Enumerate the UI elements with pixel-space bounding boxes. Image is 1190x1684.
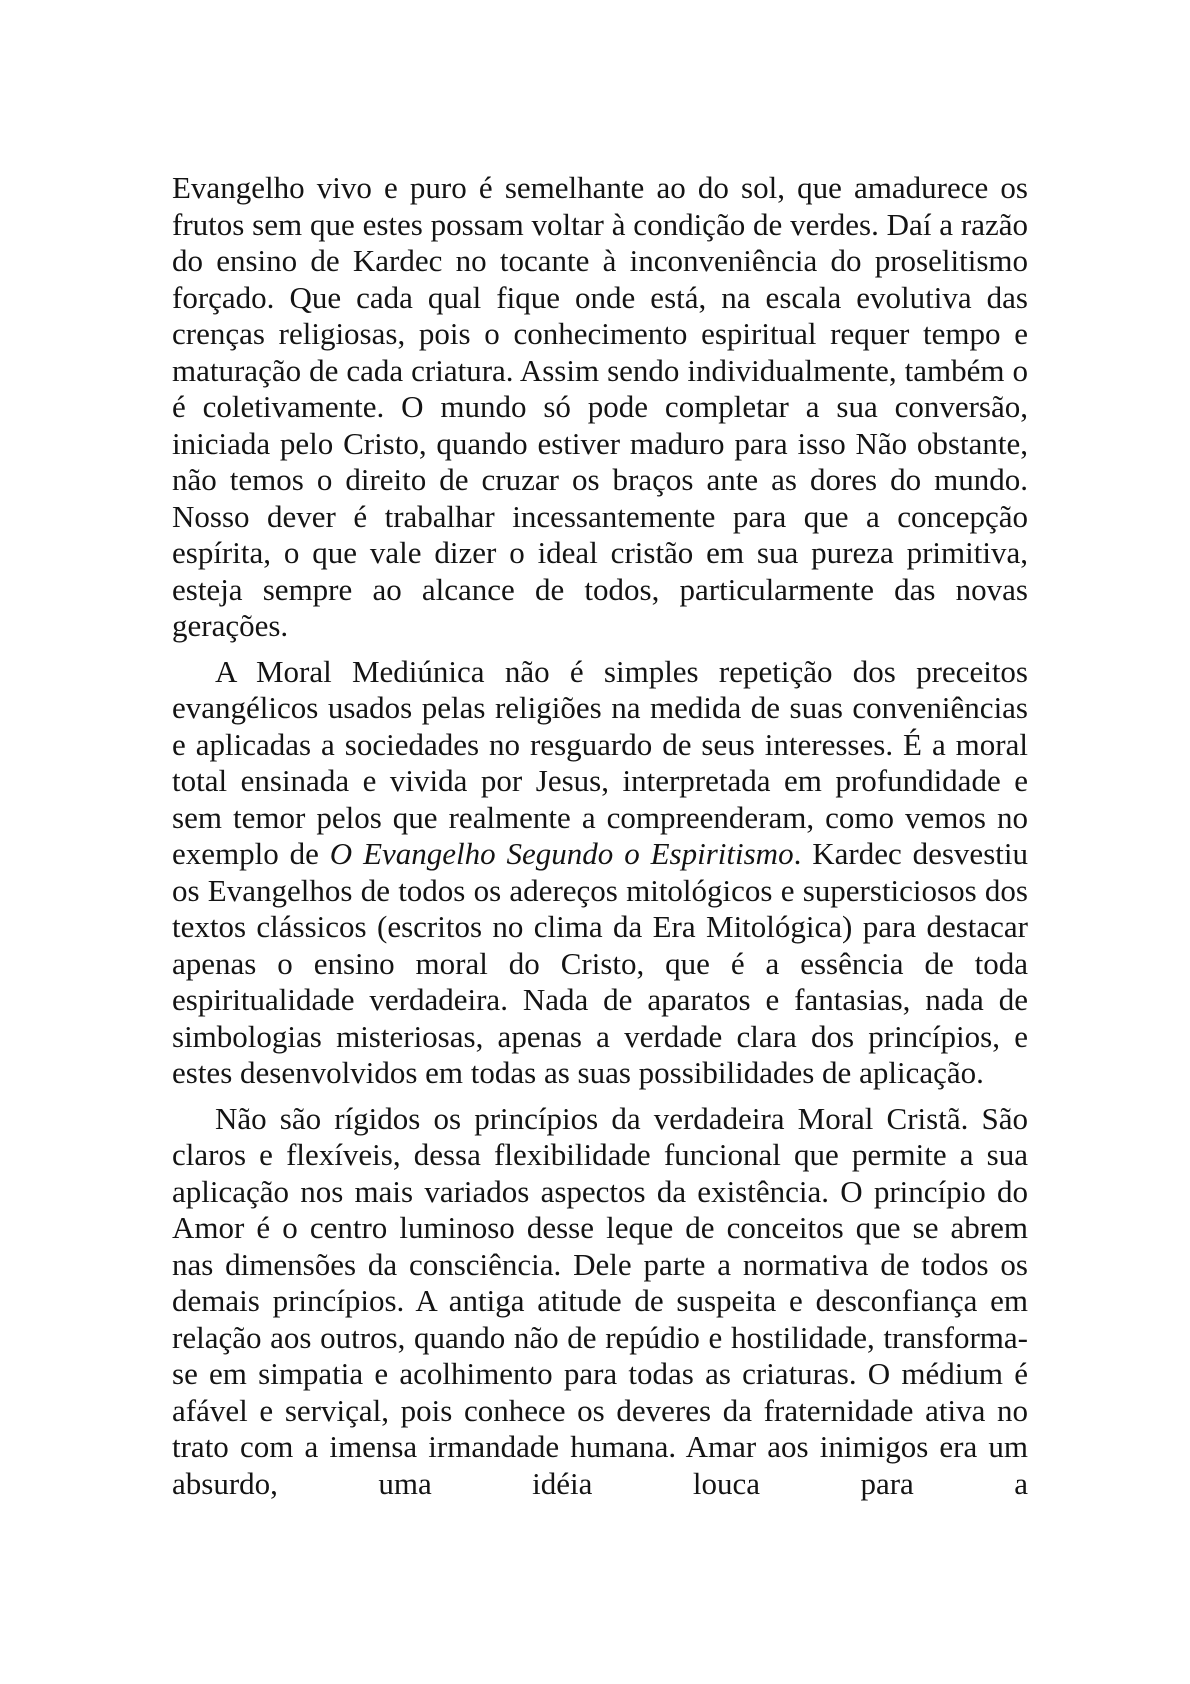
paragraph-2-text-after: . Kardec desvestiu os Evangelhos de todos os adereços mitológicos e supersticiosos dos textos clássicos (escritos no clima da Era Mitológica) para destacar apenas o ensino moral do Cristo, que é a essência de toda espiritualidade verdadeira. Nada de aparatos e fantasias, nada de simbologias misteriosas, apenas a verdade clara dos princípios, e estes desenvolvidos em todas as suas possibilidades de aplicação.	[172, 836, 1028, 1090]
paragraph-2	[172, 654, 1028, 1092]
book-page	[172, 170, 1028, 1502]
paragraph-2-text-before: A Moral Mediúnica não é simples repetição dos preceitos evangélicos usados pelas religiões na medida de suas conveniências e aplicadas a sociedades no resguardo de seus interesses. É a moral total ensinada e vivida por Jesus, interpretada em profundidade e sem temor pelos que realmente a compreenderam, como vemos no exemplo de	[172, 653, 1028, 871]
paragraph-1: Evangelho vivo e puro é semelhante ao do sol, que amadurece os frutos sem que estes possam voltar à condição de verdes. Daí a razão do ensino de Kardec no tocante à inconveniência do proselitismo forçado. Que cada qual fique onde está, na escala evolutiva das crenças religiosas, pois o conhecimento espiritual requer tempo e maturação de cada criatura. Assim sendo individualmente, também o é coletivamente. O mundo só pode completar a sua conversão, iniciada pelo Cristo, quando estiver maduro para isso Não obstante, não temos o direito de cruzar os braços ante as dores do mundo. Nosso dever é trabalhar incessantemente para que a concepção espírita, o que vale dizer o ideal cristão em sua pureza primitiva, esteja sempre ao alcance de todos, particularmente das novas gerações.	[172, 170, 1028, 643]
paragraph-3: Não são rígidos os princípios da verdadeira Moral Cristã. São claros e flexíveis, dessa flexibilidade funcional que permite a sua aplicação nos mais variados aspectos da existência. O princípio do Amor é o centro luminoso desse leque de conceitos que se abrem nas dimensões da consciência. Dele parte a normativa de todos os demais princípios. A antiga atitude de suspeita e desconfiança em relação aos outros, quando não de repúdio e hostilidade, transforma-se em simpatia e acolhimento para todas as criaturas. O médium é afável e serviçal, pois conhece os deveres da fraternidade ativa no trato com a imensa irmandade humana. Amar aos inimigos era um absurdo, uma idéia louca para a	[172, 1100, 1028, 1501]
book-title: O Evangelho Segundo o Espiritismo	[329, 836, 794, 871]
